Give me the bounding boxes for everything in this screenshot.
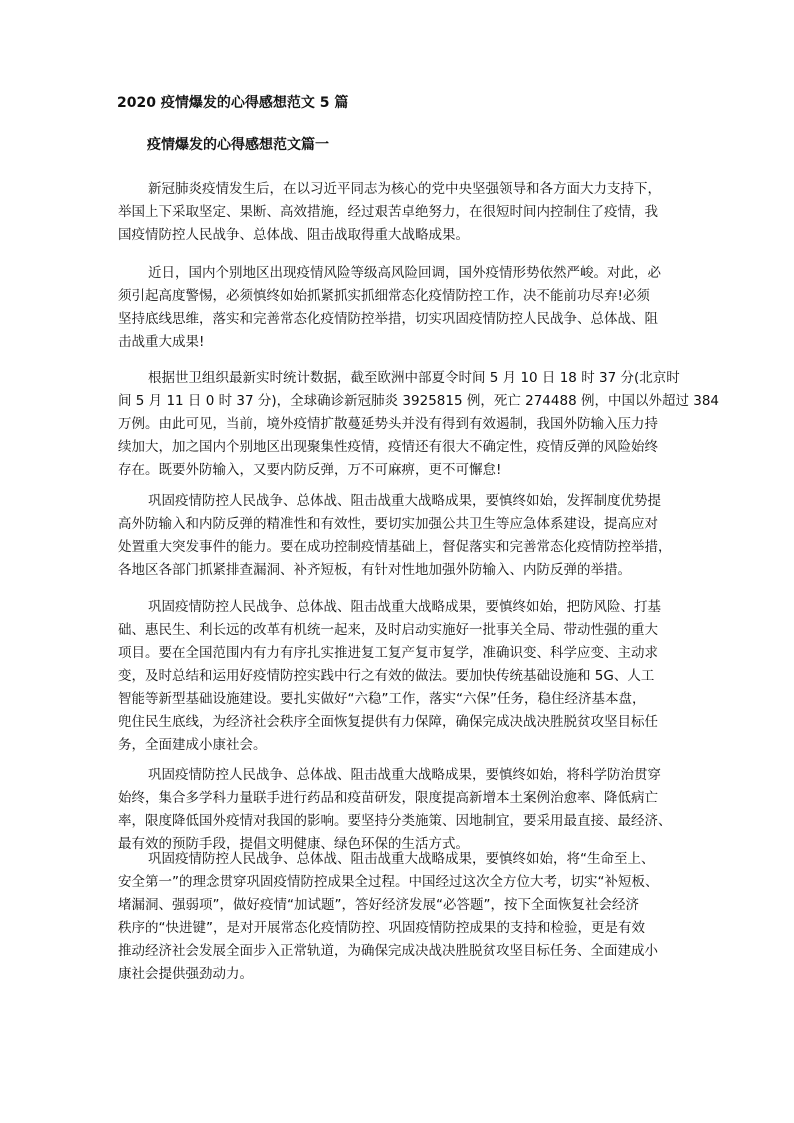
paragraph-line: 秩序的“快进键”，是对开展常态化疫情防控、巩固疫情防控成果的支持和检验，更是有效 bbox=[118, 920, 645, 936]
paragraph-line: 须引起高度警惕，必须慎终如始抓紧抓实抓细常态化疫情防控工作，决不能前功尽弃!必须 bbox=[118, 288, 650, 304]
paragraph-line: 巩固疫情防控人民战争、总体战、阻击战重大战略成果，要慎终如始，将科学防治贯穿 bbox=[148, 767, 661, 783]
paragraph-line: 间 5 月 11 日 0 时 37 分)，全球确诊新冠肺炎 3925815 例，死亡 274488 例，中国以外超过 384 bbox=[118, 393, 720, 409]
paragraph-line: 万例。由此可见，当前，境外疫情扩散蔓延势头并没有得到有效遏制，我国外防输入压力持 bbox=[118, 416, 658, 432]
paragraph-line: 率，限度降低国外疫情对我国的影响。要坚持分类施策、因地制宜，要采用最直接、最经济、 bbox=[118, 813, 672, 829]
paragraph-line: 根据世卫组织最新实时统计数据，截至欧洲中部夏令时间 5 月 10 日 18 时 37 分(北京时 bbox=[148, 370, 680, 386]
paragraph-line: 堵漏洞、强弱项”，做好疫情“加试题”，答好经济发展“必答题”，按下全面恢复社会经济 bbox=[118, 897, 639, 913]
paragraph-2 bbox=[118, 262, 678, 354]
paragraph-line: 智能等新型基础设施建设。要扎实做好“六稳”工作，落实“六保”任务，稳住经济基本盘， bbox=[118, 691, 646, 707]
paragraph-line: 高外防输入和内防反弹的精准性和有效性，要切实加强公共卫生等应急体系建设，提高应对 bbox=[118, 516, 658, 532]
paragraph-line: 础、惠民生、利长远的改革有机统一起来，及时启动实施好一批事关全局、带动性强的重大 bbox=[118, 622, 658, 638]
paragraph-line: 推动经济社会发展全面步入正常轨道，为确保完成决战决胜脱贫攻坚目标任务、全面建成小 bbox=[118, 943, 658, 959]
paragraph-line: 坚持底线思维，落实和完善常态化疫情防控举措，切实巩固疫情防控人民战争、总体战、阻 bbox=[118, 311, 658, 327]
paragraph-line: 最有效的预防手段，提倡文明健康、绿色环保的生活方式。 bbox=[118, 836, 469, 852]
paragraph-line: 康社会提供强劲动力。 bbox=[118, 966, 253, 982]
paragraph-line: 处置重大突发事件的能力。要在成功控制疫情基础上，督促落实和完善常态化疫情防控举措， bbox=[118, 539, 672, 555]
section-title: 疫情爆发的心得感想范文篇一 bbox=[147, 137, 329, 153]
paragraph-line: 新冠肺炎疫情发生后，在以习近平同志为核心的党中央坚强领导和各方面大力支持下， bbox=[148, 181, 661, 197]
paragraph-1 bbox=[118, 178, 678, 247]
paragraph-line: 击战重大成果! bbox=[118, 334, 205, 350]
paragraph-line: 务，全面建成小康社会。 bbox=[118, 737, 267, 753]
document-title: 2020 疫情爆发的心得感想范文 5 篇 bbox=[117, 95, 349, 111]
paragraph-line: 举国上下采取坚定、果断、高效措施，经过艰苦卓绝努力，在很短时间内控制住了疫情，我 bbox=[118, 204, 658, 220]
paragraph-7 bbox=[118, 848, 678, 986]
paragraph-5 bbox=[118, 596, 678, 757]
paragraph-line: 巩固疫情防控人民战争、总体战、阻击战重大战略成果，要慎终如始，把防风险、打基 bbox=[148, 599, 661, 615]
paragraph-line: 项目。要在全国范围内有力有序扎实推进复工复产复市复学，准确识变、科学应变、主动求 bbox=[118, 645, 658, 661]
paragraph-line: 续加大，加之国内个别地区出现聚集性疫情，疫情还有很大不确定性，疫情反弹的风险始终 bbox=[118, 439, 658, 455]
paragraph-4 bbox=[118, 490, 678, 582]
paragraph-line: 始终，集合多学科力量联手进行药品和疫苗研发，限度提高新增本土案例治愈率、降低病亡 bbox=[118, 790, 658, 806]
paragraph-line: 巩固疫情防控人民战争、总体战、阻击战重大战略成果，要慎终如始，发挥制度优势提 bbox=[148, 493, 661, 509]
paragraph-6 bbox=[118, 764, 678, 856]
paragraph-line: 各地区各部门抓紧排查漏洞、补齐短板，有针对性地加强外防输入、内防反弹的举措。 bbox=[118, 562, 631, 578]
paragraph-3 bbox=[118, 367, 720, 482]
paragraph-line: 国疫情防控人民战争、总体战、阻击战取得重大战略成果。 bbox=[118, 227, 469, 243]
paragraph-line: 变，及时总结和运用好疫情防控实践中行之有效的做法。要加快传统基础设施和 5G、人工 bbox=[118, 668, 655, 684]
paragraph-line: 存在。既要外防输入，又要内防反弹，万不可麻痹，更不可懈怠! bbox=[118, 462, 502, 478]
paragraph-line: 兜住民生底线，为经济社会秩序全面恢复提供有力保障，确保完成决战决胜脱贫攻坚目标任 bbox=[118, 714, 658, 730]
paragraph-line: 近日，国内个别地区出现疫情风险等级高风险回调，国外疫情形势依然严峻。对此，必 bbox=[148, 265, 661, 281]
paragraph-line: 安全第一”的理念贯穿巩固疫情防控成果全过程。中国经过这次全方位大考，切实“补短板、 bbox=[118, 874, 659, 890]
paragraph-line: 巩固疫情防控人民战争、总体战、阻击战重大战略成果，要慎终如始，将“生命至上、 bbox=[148, 851, 655, 867]
